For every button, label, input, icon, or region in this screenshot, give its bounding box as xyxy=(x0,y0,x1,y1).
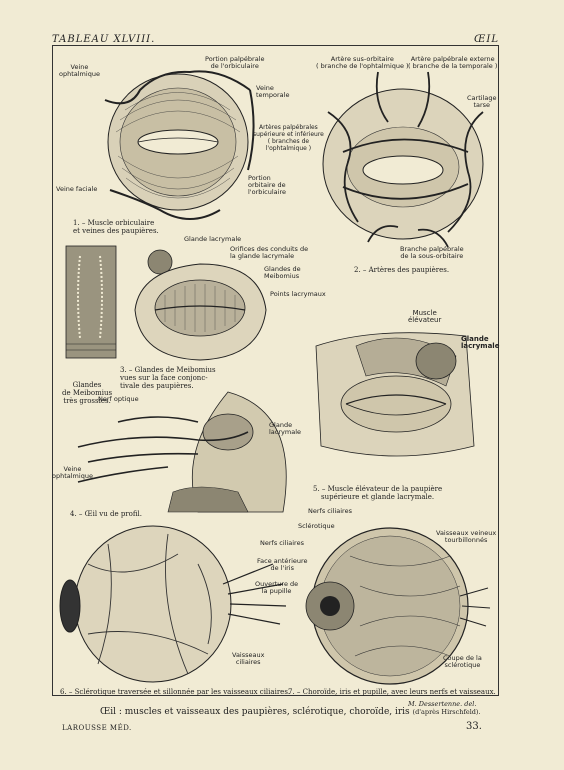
label-muscle-elevateur: Muscle élévateur xyxy=(408,309,442,324)
label-veine-ophtalmique-4: Veine ophtalmique xyxy=(52,465,93,480)
label-glande-lacrymale-5: Glande lacrymale xyxy=(461,335,500,350)
label-vaisseaux-ciliaires: Vaisseaux ciliaires xyxy=(232,651,265,666)
plate-title-text: Œil : muscles et vaisseaux des paupières, sclérotique, choroïde, iris xyxy=(100,707,410,717)
label-branche-palpebrale: Branche palpébrale de la sous-orbitaire xyxy=(400,245,464,260)
label-orifices: Orifices des conduits de la glande lacrymale xyxy=(230,245,309,260)
label-portion-orbitaire: Portion orbitaire de l'orbiculaire xyxy=(248,174,286,196)
label-sclerotique: Sclérotique xyxy=(298,522,335,530)
fig2-caption: 2. – Artères des paupières. xyxy=(354,266,450,274)
label-arteres-palpebrales: Artères palpébrales supérieure et inférieure ( branches de l'ophtalmique ) xyxy=(253,124,324,152)
label-vaisseaux-veineux: Vaisseaux veineux tourbillonnés xyxy=(436,529,497,544)
label-ouverture-pupille: Ouverture de la pupille xyxy=(255,580,299,595)
plate-source: (d'après Hirschfeld). xyxy=(412,708,481,716)
fig3-enlarged-glands-illustration xyxy=(66,246,116,358)
label-coupe-sclerotique: Coupe de la sclérotique xyxy=(443,654,482,669)
label-glandes-meibomius: Glandes de Meibomius xyxy=(264,265,301,280)
label-cartilage-tarse: Cartilage tarse xyxy=(467,94,497,109)
page-number: 33. xyxy=(466,721,482,732)
label-veine-temporale: Veine temporale xyxy=(256,84,290,99)
label-portion-palpebrale: Portion palpébrale de l'orbiculaire xyxy=(205,55,265,70)
label-nerf-optique: Nerf optique xyxy=(98,395,139,403)
label-veine-faciale: Veine faciale xyxy=(56,185,98,193)
plate-number: TABLEAU XLVIII. xyxy=(52,34,156,45)
fig5-caption: 5. – Muscle élévateur de la paupière supérieure et glande lacrymale. xyxy=(313,485,443,501)
publisher: LAROUSSE MÉD. xyxy=(62,724,132,732)
label-artere-sus-orbitaire: Artère sus-orbitaire ( branche de l'ophtalmique ) xyxy=(316,55,409,70)
label-points-lacrymaux: Points lacrymaux xyxy=(270,290,326,298)
fig5-levator-illustration xyxy=(316,326,476,466)
illustrator-credit: M. Dessertenne. del. xyxy=(408,700,477,708)
fig3-caption: 3. – Glandes de Meibomius vues sur la face conjonc- tivale des paupières. xyxy=(120,366,216,390)
plate-title xyxy=(100,707,481,717)
fig4-caption: 4. – Œil vu de profil. xyxy=(70,510,143,518)
fig4-profile-illustration xyxy=(78,392,300,512)
label-glandes-grossies: Glandes de Meibomius très grossies. xyxy=(62,381,113,405)
label-nerfs-ciliaires-top: Nerfs ciliaires xyxy=(308,507,352,515)
label-veine-ophtalmique: Veine ophtalmique xyxy=(59,63,100,78)
label-glande-lacrymale-3: Glande lacrymale xyxy=(184,235,242,243)
fig3-eyelid-conjunctival-illustration xyxy=(130,250,270,365)
label-glande-lacrymale-4: Glande lacrymale xyxy=(269,421,302,436)
fig1-caption: 1. – Muscle orbiculaire et veines des paupières. xyxy=(73,219,159,235)
fig1-orbicularis-illustration xyxy=(100,60,260,230)
plate-topic: ŒIL xyxy=(474,34,499,45)
fig7-caption: 7. – Choroïde, iris et pupille, avec leurs nerfs et vaisseaux. xyxy=(288,688,496,696)
label-nerfs-ciliaires-left: Nerfs ciliaires xyxy=(260,539,304,547)
fig2-arteries-illustration xyxy=(318,72,488,252)
fig6-caption: 6. – Sclérotique traversée et sillonnée par les vaisseaux ciliaires. xyxy=(60,688,291,696)
label-face-anterieure-iris: Face antérieure de l'iris xyxy=(257,557,308,572)
label-artere-palpebrale-externe: Artère palpébrale externe ( branche de la temporale ) xyxy=(408,55,498,70)
